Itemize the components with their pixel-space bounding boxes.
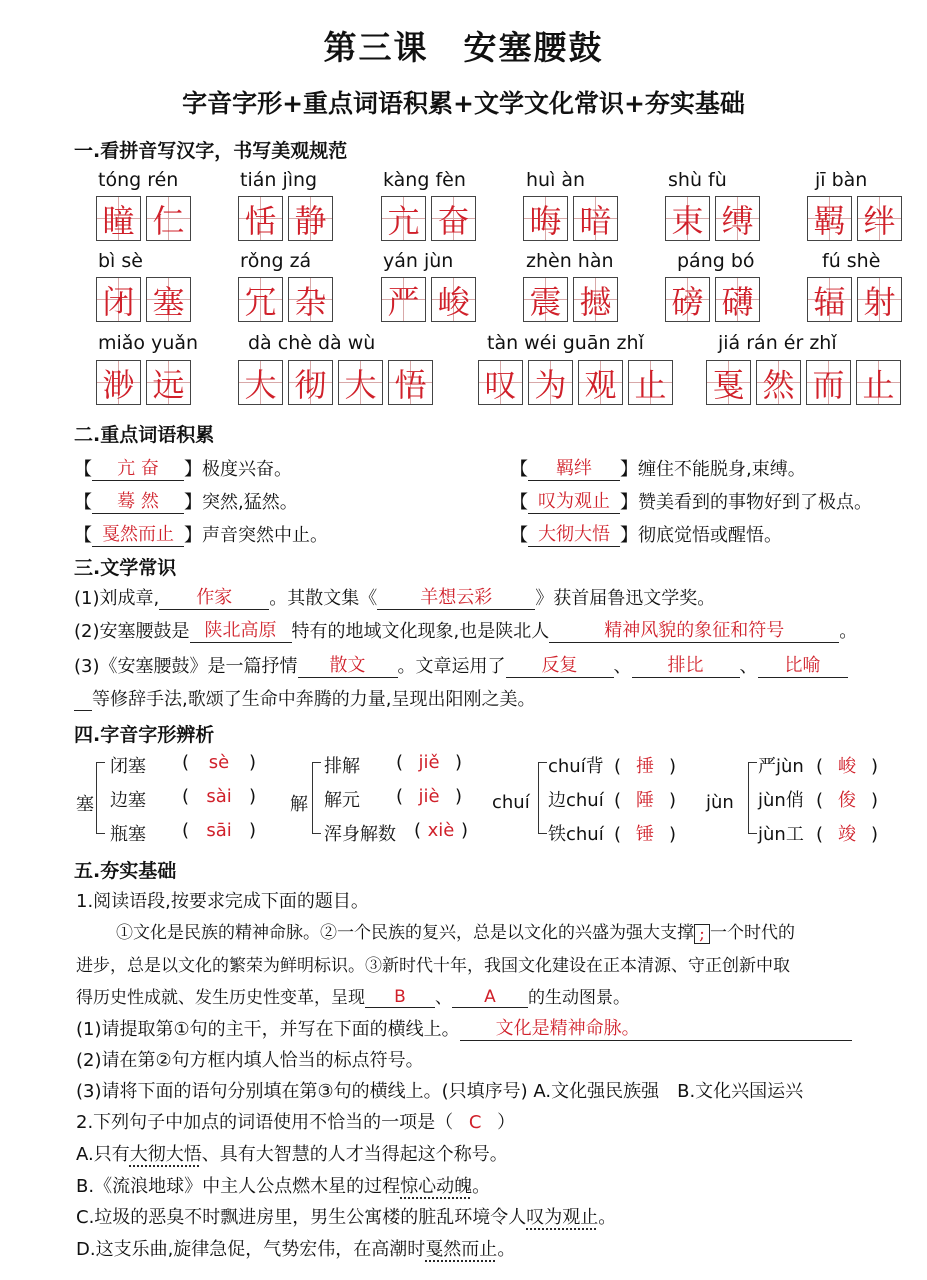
char-cell: 彻 [288,360,333,405]
char-grid [238,277,338,322]
group-root: 解 [290,794,308,815]
passage-line-2: 进步，总是以文化的繁荣为鲜明标识。③新时代十年，我国文化建设在正本清源、守正创新中取 [76,956,790,976]
text: 、 [739,656,758,677]
pinyin-label: jī bàn [815,169,868,191]
pinyin-label: jiá rán ér zhǐ [718,332,837,354]
pinyin-label: miǎo yuǎn [98,332,199,354]
char-grid [807,277,907,322]
text: ( [182,752,190,773]
char-cell: 峻 [431,277,476,322]
char-grid [381,196,481,241]
text: 、 [435,988,452,1008]
char-cell: 瞳 [96,196,141,241]
option-b [76,1172,490,1198]
vocab-item: 【 叹为观止 】赞美看到的事物好到了极点。 [510,487,872,514]
option-d [76,1235,515,1261]
vocab-answer: 大彻大悟 [528,520,620,547]
fill-blank: 羊想云彩 [377,583,535,610]
answer-paren [414,820,468,841]
section-1-heading: 一.看拼音写汉字，书写美观规范 [74,140,348,162]
brace [538,762,547,834]
text: ( [396,752,404,773]
text: 。文章运用了 [397,656,506,677]
option-a [76,1140,508,1166]
section-5-heading: 五.夯实基础 [74,860,177,882]
answer-paren [816,786,878,812]
question-2 [76,1108,515,1134]
pinyin-label: bì sè [98,250,143,272]
text: ) [871,756,879,777]
text: ) [669,756,677,777]
text: 、 [613,656,632,677]
answer: sāi [206,820,232,841]
char-cell: 渺 [96,360,141,405]
char-cell: 晦 [523,196,568,241]
char-cell: 冗 [238,277,283,322]
char-grid [96,277,196,322]
text: ( [614,756,622,777]
char-cell: 叹 [478,360,523,405]
answer-paren [816,752,878,778]
char-cell: 奋 [431,196,476,241]
char-cell: 礴 [715,277,760,322]
char-cell: 止 [628,360,673,405]
pinyin-label: tián jìng [240,169,318,191]
dotted-word: 戛然而止 [425,1239,498,1260]
vocab-item: 【 蓦 然 】突然,猛然。 [74,487,298,514]
char-cell: 仁 [146,196,191,241]
char-cell: 缚 [715,196,760,241]
answer: 锤 [636,824,655,845]
answer-paren [396,786,462,807]
fill-blank [74,710,92,711]
dotted-word: 大彻大悟 [129,1144,202,1165]
vocab-definition: 极度兴奋。 [202,459,292,480]
char-cell: 射 [857,277,902,322]
answer: jiě [418,752,440,773]
text: ) [249,786,257,807]
vocab-item: 【 大彻大悟 】彻底觉悟或醒悟。 [510,520,782,547]
passage-line-1 [116,918,795,944]
answer: C [468,1112,482,1133]
char-cell: 远 [146,360,191,405]
brace [748,762,757,834]
answer: 捶 [636,756,655,777]
char-cell: 戛 [706,360,751,405]
page-subtitle: 字音字形+重点词语积累+文学文化常识+夯实基础 [182,89,745,118]
answer-paren [614,786,676,812]
char-cell: 观 [578,360,623,405]
text: 2.下列句子中加点的词语使用不恰当的一项是（ [76,1112,454,1133]
section-2-heading: 二.重点词语积累 [74,424,215,446]
text: (1)请提取第①句的主干，并写在下面的横线上。 [76,1019,460,1040]
vocab-answer: 羁绊 [528,454,620,481]
text: ) [871,824,879,845]
pinyin-label: dà chè dà wù [248,332,376,354]
char-grid [706,360,906,405]
vocab-item: 【 戛然而止 】声音突然中止。 [74,520,328,547]
answer-paren [816,820,878,846]
word: 边chuí [548,790,604,811]
fill-blank: 反复 [506,651,614,678]
pinyin-label: páng bó [677,250,755,272]
vocab-definition: 突然,猛然。 [202,492,298,513]
fill-blank: 作家 [159,583,269,610]
answer: 俊 [838,790,857,811]
text: 得历史性成就、发生历史性变革，呈现 [76,988,365,1008]
text: ( [614,790,622,811]
char-grid [238,196,338,241]
text: 特有的地域文化现象,也是陕北人 [291,621,550,642]
answer-paren [614,820,676,846]
char-grid [381,277,481,322]
answer: sài [206,786,232,807]
char-cell: 悟 [388,360,433,405]
pinyin-label: zhèn hàn [526,250,614,272]
char-cell: 震 [523,277,568,322]
pinyin-label: shù fù [668,169,727,191]
page-title: 第三课 安塞腰鼓 [323,28,604,67]
vocab-answer: 戛然而止 [92,520,184,547]
char-cell: 止 [856,360,901,405]
char-cell: 严 [381,277,426,322]
char-grid [523,277,623,322]
char-cell: 杂 [288,277,333,322]
text: 。其散文集《 [269,588,378,609]
text: 。 [598,1207,617,1228]
question-1: 1.阅读语段,按要求完成下面的题目。 [76,891,369,912]
fill-blank: 文化是精神命脉。 [460,1014,852,1041]
char-cell: 闭 [96,277,141,322]
char-cell: 束 [665,196,710,241]
answer: jiè [418,786,440,807]
group-root: 塞 [76,794,94,815]
punctuation-box: ; [694,924,710,944]
word: 严jùn [758,756,804,777]
sub-question-1 [76,1014,852,1041]
answer-paren [396,752,462,773]
section-4-heading: 四.字音字形辨析 [74,724,215,746]
char-grid [96,196,196,241]
text: ) [249,820,257,841]
text: 。 [839,621,858,642]
text: 。 [472,1176,491,1197]
text: ） [497,1112,516,1133]
text: (3)《安塞腰鼓》是一篇抒情 [74,656,298,677]
text: D.这支乐曲,旋律急促，气势宏伟，在高潮时 [76,1239,426,1260]
text: ) [871,790,879,811]
char-cell: 羁 [807,196,852,241]
text: 。 [497,1239,516,1260]
word: jùn俏 [758,790,804,811]
literature-line-3 [74,651,848,678]
fill-blank: B [365,987,435,1008]
sub-question-2: (2)请在第②句方框内填人恰当的标点符号。 [76,1050,424,1071]
char-cell: 暗 [573,196,618,241]
pinyin-label: huì àn [526,169,586,191]
dotted-word: 惊心动魄 [400,1176,473,1197]
text: 的生动图景。 [528,988,630,1008]
pinyin-label: tàn wéi guān zhǐ [487,332,644,354]
answer: sè [208,752,230,773]
fill-blank: 陕北高原 [190,616,292,643]
char-cell: 然 [756,360,801,405]
vocab-definition: 缠住不能脱身,束缚。 [638,459,806,480]
vocab-item: 【 亢 奋 】极度兴奋。 [74,454,292,481]
text: ①文化是民族的精神命脉。②一个民族的复兴，总是以文化的兴盛为强大支撑 [116,923,694,943]
char-cell: 塞 [146,277,191,322]
char-grid [478,360,678,405]
dotted-word: 叹为观止 [526,1207,599,1228]
group-root: jùn [706,792,734,813]
text: B.《流浪地球》中主人公点燃木星的过程 [76,1176,401,1197]
text: C.垃圾的恶臭不时飘进房里，男生公寓楼的脏乱环境令人 [76,1207,527,1228]
text: 等修辞手法,歌颂了生命中奔腾的力量,呈现出阳刚之美。 [92,689,536,710]
text: ( [614,824,622,845]
word: 瓶塞 [110,824,146,845]
char-grid [96,360,196,405]
fill-blank: 比喻 [758,651,848,678]
text: ) [249,752,257,773]
answer-paren [182,820,256,841]
word: jùn工 [758,824,804,845]
pinyin-label: kàng fèn [383,169,466,191]
vocab-definition: 彻底觉悟或醒悟。 [638,525,782,546]
section-3-heading: 三.文学常识 [74,557,177,579]
brace [96,762,105,834]
text: ( [414,820,422,841]
text: ( [816,756,824,777]
text: ( [816,790,824,811]
text: ( [816,824,824,845]
text: ) [455,786,463,807]
text: ( [396,786,404,807]
answer: 竣 [838,824,857,845]
vocab-answer: 亢 奋 [92,454,184,481]
vocab-answer: 蓦 然 [92,487,184,514]
sub-question-3: (3)请将下面的语句分别填在第③句的横线上。(只填序号) A.文化强民族强 B.文化兴国运兴 [76,1081,804,1102]
text: ) [461,820,469,841]
fill-blank: 精神风貌的象征和符号 [549,616,839,643]
answer: 陲 [636,790,655,811]
char-grid [238,360,438,405]
group-root: chuí [492,792,530,813]
char-cell: 磅 [665,277,710,322]
char-cell: 而 [806,360,851,405]
vocab-item: 【 羁绊 】缠住不能脱身,束缚。 [510,454,806,481]
char-cell: 撼 [573,277,618,322]
pinyin-label: fú shè [822,250,881,272]
fill-blank: A [452,987,528,1008]
answer: 峻 [838,756,857,777]
vocab-definition: 声音突然中止。 [202,525,328,546]
answer-paren [182,752,256,773]
word: 排解 [324,756,360,777]
word: 闭塞 [110,756,146,777]
pinyin-label: rǒng zá [240,250,312,272]
text: 一个时代的 [710,923,795,943]
char-cell: 大 [338,360,383,405]
char-grid [807,196,907,241]
vocab-answer: 叹为观止 [528,487,620,514]
text: (1)刘成章, [74,588,160,609]
word: 边塞 [110,790,146,811]
text: ( [182,820,190,841]
fill-blank: 散文 [298,651,398,678]
text: ( [182,786,190,807]
answer: xiè [427,820,455,841]
char-cell: 恬 [238,196,283,241]
literature-line-1 [74,583,715,610]
word: 浑身解数 [324,824,396,845]
char-cell: 静 [288,196,333,241]
text: ) [455,752,463,773]
char-grid [665,196,765,241]
char-cell: 为 [528,360,573,405]
answer-paren [614,752,676,778]
vocab-definition: 赞美看到的事物好到了极点。 [638,492,872,513]
literature-line-2 [74,616,857,643]
word: 解元 [324,790,360,811]
char-cell: 大 [238,360,283,405]
char-cell: 辐 [807,277,852,322]
text: (2)安塞腰鼓是 [74,621,190,642]
fill-blank: 排比 [632,651,740,678]
answer-paren [182,786,256,807]
passage-line-3 [76,983,630,1008]
pinyin-label: tóng rén [98,169,179,191]
text: ) [669,790,677,811]
char-cell: 绊 [857,196,902,241]
text: A.只有 [76,1144,130,1165]
brace [312,762,321,834]
text: ) [669,824,677,845]
char-grid [523,196,623,241]
char-grid [665,277,765,322]
word: 铁chuí [548,824,604,845]
text: 、具有大智慧的人才当得起这个称号。 [201,1144,508,1165]
char-cell: 亢 [381,196,426,241]
text: 》获首届鲁迅文学奖。 [535,588,716,609]
literature-line-4 [74,685,535,711]
word: chuí背 [548,756,604,777]
pinyin-label: yán jùn [383,250,454,272]
option-c [76,1203,616,1229]
